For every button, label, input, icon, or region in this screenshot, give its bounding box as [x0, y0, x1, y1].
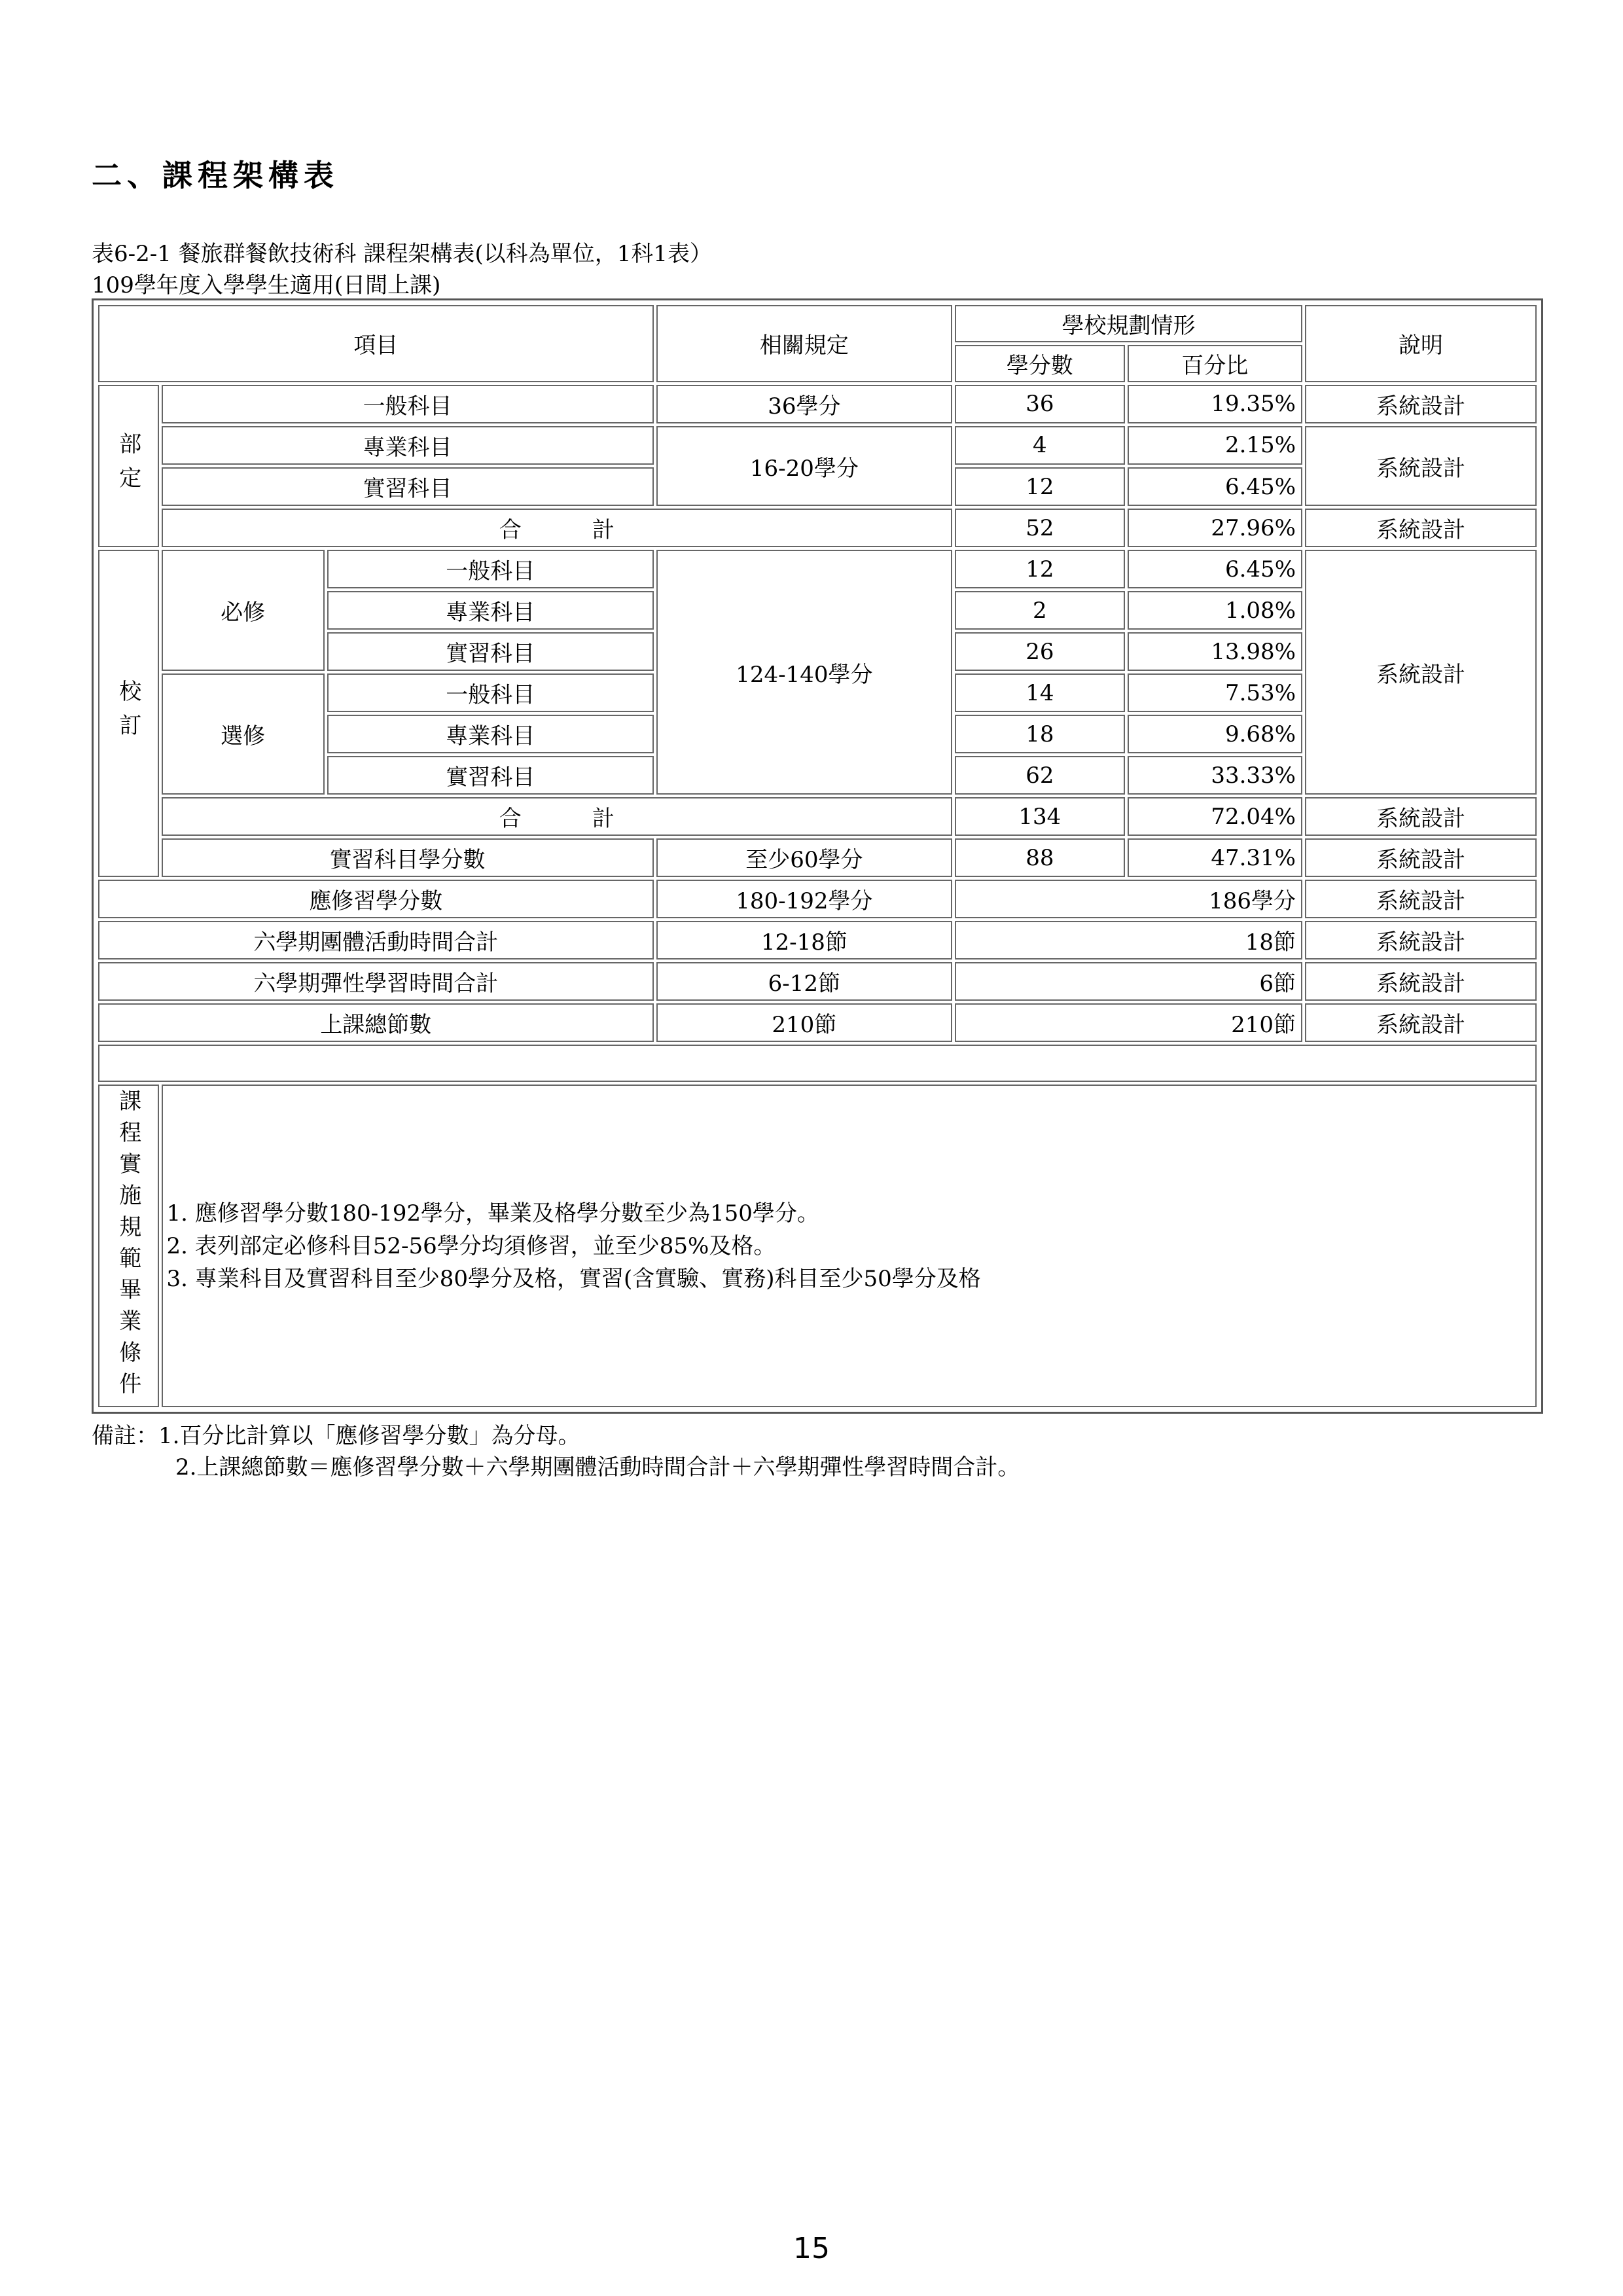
bu-ding-total-remark: 系統設計	[1305, 509, 1537, 547]
total-periods-label: 上課總節數	[98, 1003, 654, 1042]
header-credits: 學分數	[955, 345, 1124, 382]
section-title: 二、課程架構表	[92, 158, 339, 193]
total-periods-regulation: 210節	[656, 1003, 952, 1042]
xiao-ding-total-credits: 134	[955, 797, 1124, 836]
flexible-learning-regulation: 6-12節	[656, 962, 952, 1001]
bu-ding-practice-credits: 12	[955, 467, 1124, 506]
elective-professional-item: 專業科目	[327, 715, 654, 753]
empty-row	[98, 1045, 1537, 1082]
bu-ding-general-percent: 19.35%	[1128, 385, 1302, 423]
graduation-conditions-content	[162, 1085, 1537, 1407]
required-general-percent: 6.45%	[1128, 550, 1302, 588]
required-professional-item: 專業科目	[327, 591, 654, 630]
xiao-ding-label: 校訂	[98, 550, 159, 877]
flexible-learning-remark: 系統設計	[1305, 962, 1537, 1001]
elective-general-credits: 14	[955, 673, 1124, 712]
bu-ding-total-label: 合 計	[162, 509, 953, 547]
table-caption: 表6-2-1 餐旅群餐飲技術科 課程架構表(以科為單位，1科1表）	[92, 241, 713, 267]
required-general-credits: 12	[955, 550, 1124, 588]
bu-ding-total-credits: 52	[955, 509, 1124, 547]
group-activity-label: 六學期團體活動時間合計	[98, 921, 654, 960]
page-number: 15	[793, 2232, 830, 2265]
required-label: 必修	[162, 550, 325, 671]
total-credits-remark: 系統設計	[1305, 880, 1537, 918]
xiao-ding-remark: 系統設計	[1305, 550, 1537, 795]
required-general-item: 一般科目	[327, 550, 654, 588]
bu-ding-label: 部定	[98, 385, 159, 547]
total-periods-value: 210節	[955, 1003, 1302, 1042]
flexible-learning-value: 6節	[955, 962, 1302, 1001]
bu-ding-general-item: 一般科目	[162, 385, 654, 423]
elective-practice-credits: 62	[955, 756, 1124, 795]
bu-ding-group-remark: 系統設計	[1305, 426, 1537, 506]
practice-credits-regulation: 至少60學分	[656, 838, 952, 877]
practice-credits-remark: 系統設計	[1305, 838, 1537, 877]
elective-general-percent: 7.53%	[1128, 673, 1302, 712]
total-credits-regulation: 180-192學分	[656, 880, 952, 918]
bu-ding-total-percent: 27.96%	[1128, 509, 1302, 547]
total-credits-label: 應修習學分數	[98, 880, 654, 918]
condition-line-2: 2. 表列部定必修科目52-56學分均須修習，並至少85%及格。	[166, 1232, 776, 1259]
required-professional-credits: 2	[955, 591, 1124, 630]
practice-credits-label: 實習科目學分數	[162, 838, 654, 877]
header-school-plan: 學校規劃情形	[955, 305, 1302, 342]
bu-ding-general-regulation: 36學分	[656, 385, 952, 423]
applies-to-caption: 109學年度入學學生適用(日間上課)	[92, 272, 441, 298]
note-2: 2.上課總節數＝應修習學分數＋六學期團體活動時間合計＋六學期彈性學習時間合計。	[175, 1454, 1020, 1480]
bu-ding-practice-percent: 6.45%	[1128, 467, 1302, 506]
graduation-conditions-label: 課程實施規範畢業條件	[98, 1085, 159, 1407]
xiao-ding-total-label: 合 計	[162, 797, 953, 836]
header-regulation: 相關規定	[656, 305, 952, 382]
practice-credits-percent: 47.31%	[1128, 838, 1302, 877]
xiao-ding-regulation: 124-140學分	[656, 550, 952, 795]
elective-general-item: 一般科目	[327, 673, 654, 712]
required-practice-item: 實習科目	[327, 632, 654, 671]
header-remark: 說明	[1305, 305, 1537, 382]
total-credits-value: 186學分	[955, 880, 1302, 918]
elective-practice-percent: 33.33%	[1128, 756, 1302, 795]
curriculum-structure-table	[96, 302, 1539, 1410]
bu-ding-professional-credits: 4	[955, 426, 1124, 465]
group-activity-remark: 系統設計	[1305, 921, 1537, 960]
condition-line-3: 3. 專業科目及實習科目至少80學分及格，實習(含實驗、實務)科目至少50學分及格	[166, 1265, 981, 1292]
practice-credits-value: 88	[955, 838, 1124, 877]
elective-label: 選修	[162, 673, 325, 795]
total-periods-remark: 系統設計	[1305, 1003, 1537, 1042]
bu-ding-general-credits: 36	[955, 385, 1124, 423]
elective-professional-credits: 18	[955, 715, 1124, 753]
elective-practice-item: 實習科目	[327, 756, 654, 795]
bu-ding-group-regulation: 16-20學分	[656, 426, 952, 506]
note-1: 備註：1.百分比計算以「應修習學分數」為分母。	[92, 1423, 580, 1449]
group-activity-value: 18節	[955, 921, 1302, 960]
elective-professional-percent: 9.68%	[1128, 715, 1302, 753]
bu-ding-practice-item: 實習科目	[162, 467, 654, 506]
xiao-ding-total-remark: 系統設計	[1305, 797, 1537, 836]
flexible-learning-label: 六學期彈性學習時間合計	[98, 962, 654, 1001]
group-activity-regulation: 12-18節	[656, 921, 952, 960]
header-item: 項目	[98, 305, 654, 382]
bu-ding-general-remark: 系統設計	[1305, 385, 1537, 423]
required-professional-percent: 1.08%	[1128, 591, 1302, 630]
bu-ding-professional-item: 專業科目	[162, 426, 654, 465]
required-practice-percent: 13.98%	[1128, 632, 1302, 671]
xiao-ding-total-percent: 72.04%	[1128, 797, 1302, 836]
condition-line-1: 1. 應修習學分數180-192學分，畢業及格學分數至少為150學分。	[166, 1200, 819, 1227]
required-practice-credits: 26	[955, 632, 1124, 671]
bu-ding-professional-percent: 2.15%	[1128, 426, 1302, 465]
header-percent: 百分比	[1128, 345, 1302, 382]
